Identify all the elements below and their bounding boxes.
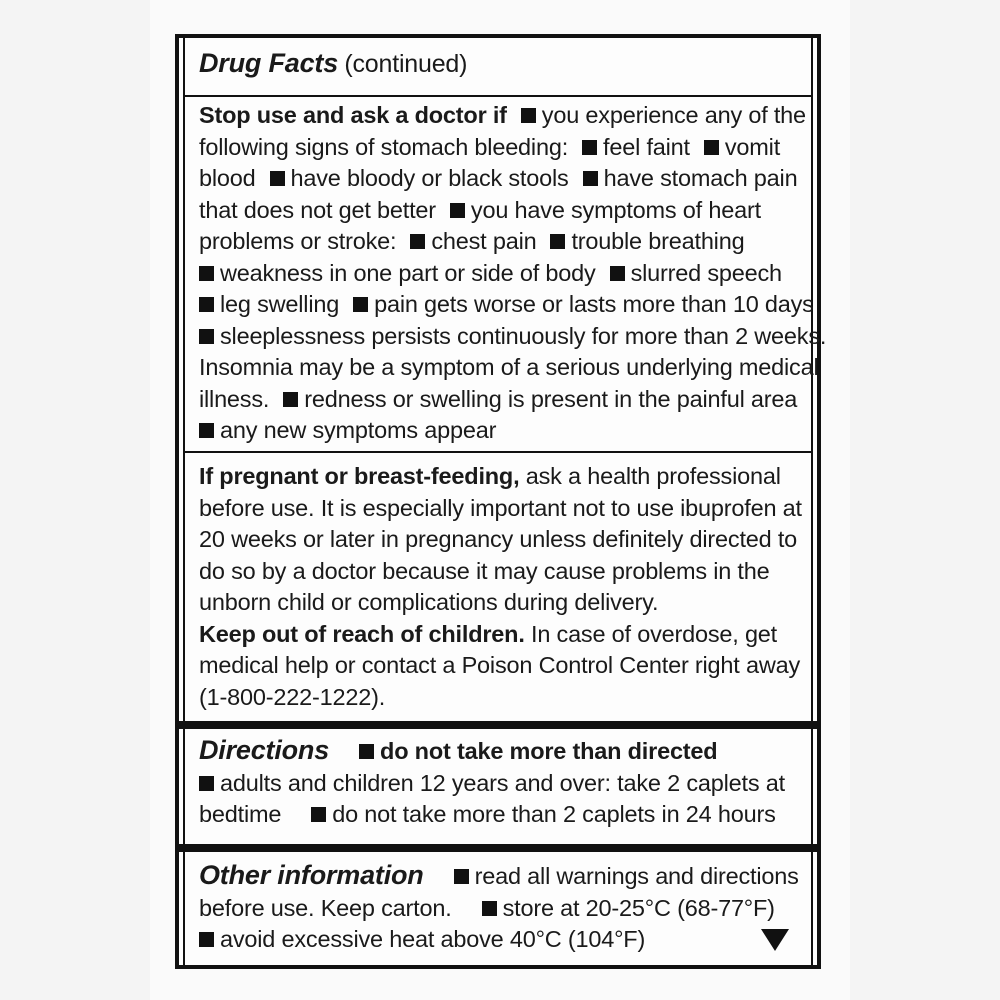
continue-arrow-icon bbox=[761, 929, 789, 951]
pregnancy-line: before use. It is especially important not to use ibuprofen at bbox=[199, 494, 802, 521]
stop-use-item: weakness in one part or side of body bbox=[220, 259, 596, 286]
stop-use-section bbox=[185, 100, 827, 447]
pregnancy-line: 20 weeks or later in pregnancy unless definitely directed to bbox=[199, 526, 798, 552]
stop-use-line bbox=[199, 258, 801, 290]
directions-bedtime: bedtime bbox=[199, 801, 282, 827]
other-before-use: before use. Keep carton. bbox=[199, 894, 452, 921]
stop-use-item: trouble breathing bbox=[571, 228, 745, 254]
other-line-1 bbox=[199, 860, 801, 893]
other-item-1: read all warnings and directions bbox=[474, 863, 799, 889]
stop-use-item: blood bbox=[199, 165, 256, 191]
bullet-square-icon bbox=[353, 297, 368, 312]
pregnancy-line: do so by a doctor because it may cause problems in the bbox=[199, 557, 770, 584]
stop-use-item: have bloody or black stools bbox=[290, 165, 569, 191]
bullet-square-icon bbox=[454, 869, 469, 884]
directions-lead-item: do not take more than directed bbox=[380, 738, 718, 764]
stop-use-item: feel faint bbox=[603, 133, 690, 160]
stop-use-line bbox=[199, 100, 806, 132]
other-heat: avoid excessive heat above 40°C (104°F) bbox=[220, 926, 646, 952]
pregnancy-lead: If pregnant or breast-feeding, bbox=[199, 463, 520, 489]
stop-use-line bbox=[199, 226, 801, 258]
bullet-square-icon bbox=[550, 234, 565, 249]
stop-use-line bbox=[199, 352, 819, 384]
stop-use-line bbox=[199, 384, 801, 416]
keep-out-line-1 bbox=[199, 619, 801, 651]
stop-use-item: leg swelling bbox=[220, 291, 340, 317]
stop-use-line bbox=[199, 415, 801, 447]
other-line-2 bbox=[199, 893, 801, 925]
directions-divider bbox=[179, 721, 817, 729]
stop-use-item: redness or swelling is present in the painful area bbox=[304, 385, 798, 412]
directions-line-3 bbox=[199, 799, 801, 831]
bullet-square-icon bbox=[450, 203, 465, 218]
stop-use-item: you experience any of the bbox=[541, 102, 806, 128]
stop-use-item: pain gets worse or lasts more than 10 days bbox=[374, 291, 814, 317]
bullet-square-icon bbox=[410, 234, 425, 249]
bullet-square-icon bbox=[199, 423, 214, 438]
bullet-square-icon bbox=[270, 171, 285, 186]
stop-use-line bbox=[199, 321, 827, 353]
drug-facts-header bbox=[185, 48, 811, 81]
stop-use-item: sleeplessness persists continuously for more than 2 weeks. bbox=[220, 322, 827, 349]
bullet-square-icon bbox=[199, 932, 214, 947]
directions-line-2 bbox=[199, 768, 801, 800]
bullet-square-icon bbox=[521, 108, 536, 123]
other-store: store at 20-25°C (68-77°F) bbox=[502, 894, 775, 921]
keep-out-line-1-text: In case of overdose, get bbox=[524, 620, 778, 647]
pregnancy-section bbox=[185, 461, 811, 713]
stop-use-item: that does not get better bbox=[199, 196, 436, 223]
directions-adults: adults and children 12 years and over: take 2 caplets at bbox=[220, 769, 785, 796]
directions-title: Directions bbox=[199, 735, 330, 765]
bullet-square-icon bbox=[482, 901, 497, 916]
bullet-square-icon bbox=[582, 140, 597, 155]
bullet-square-icon bbox=[199, 776, 214, 791]
bullet-square-icon bbox=[704, 140, 719, 155]
directions-max: do not take more than 2 caplets in 24 hours bbox=[332, 801, 776, 827]
bullet-square-icon bbox=[199, 329, 214, 344]
stop-use-item: you have symptoms of heart bbox=[470, 196, 761, 223]
pregnancy-line: unborn child or complications during delivery. bbox=[199, 589, 659, 615]
other-line-3 bbox=[199, 924, 801, 956]
stop-use-item: have stomach pain bbox=[603, 165, 798, 191]
drug-facts-subtitle: (continued) bbox=[344, 50, 468, 78]
keep-out-line: (1-800-222-1222). bbox=[199, 683, 386, 710]
bullet-square-icon bbox=[583, 171, 598, 186]
directions-section bbox=[185, 735, 811, 831]
other-info-title: Other information bbox=[199, 860, 424, 890]
drug-facts-panel bbox=[175, 34, 827, 969]
bullet-square-icon bbox=[283, 392, 298, 407]
other-info-section bbox=[185, 860, 811, 956]
stop-use-item: chest pain bbox=[431, 228, 537, 254]
header-divider bbox=[185, 95, 811, 97]
stop-use-item: Insomnia may be a symptom of a serious underlying medical bbox=[199, 354, 819, 380]
drug-facts-title: Drug Facts bbox=[199, 48, 339, 78]
bullet-square-icon bbox=[311, 807, 326, 822]
stop-use-item: any new symptoms appear bbox=[220, 417, 497, 443]
bullet-square-icon bbox=[610, 266, 625, 281]
stop-use-lead: Stop use and ask a doctor if bbox=[199, 102, 507, 128]
stop-use-item: illness. bbox=[199, 385, 270, 412]
stop-use-line bbox=[199, 163, 801, 195]
stop-use-item: problems or stroke: bbox=[199, 228, 397, 254]
stop-use-item: vomit bbox=[724, 133, 781, 160]
drug-facts-inner bbox=[183, 38, 827, 965]
stop-use-line bbox=[199, 289, 814, 321]
other-info-divider bbox=[179, 844, 817, 852]
bullet-square-icon bbox=[359, 744, 374, 759]
keep-out-lead: Keep out of reach of children. bbox=[199, 620, 525, 647]
directions-line-1 bbox=[199, 735, 801, 768]
stop-use-line bbox=[199, 195, 801, 227]
bullet-square-icon bbox=[199, 297, 214, 312]
stop-use-item: following signs of stomach bleeding: bbox=[199, 133, 569, 160]
pregnancy-line-1 bbox=[199, 461, 801, 493]
bullet-square-icon bbox=[199, 266, 214, 281]
stop-use-divider bbox=[185, 451, 811, 453]
keep-out-line: medical help or contact a Poison Control Center right away bbox=[199, 652, 801, 678]
pregnancy-line-1-text: ask a health professional bbox=[519, 463, 781, 489]
stop-use-item: slurred speech bbox=[630, 259, 782, 286]
stop-use-line bbox=[199, 132, 801, 164]
